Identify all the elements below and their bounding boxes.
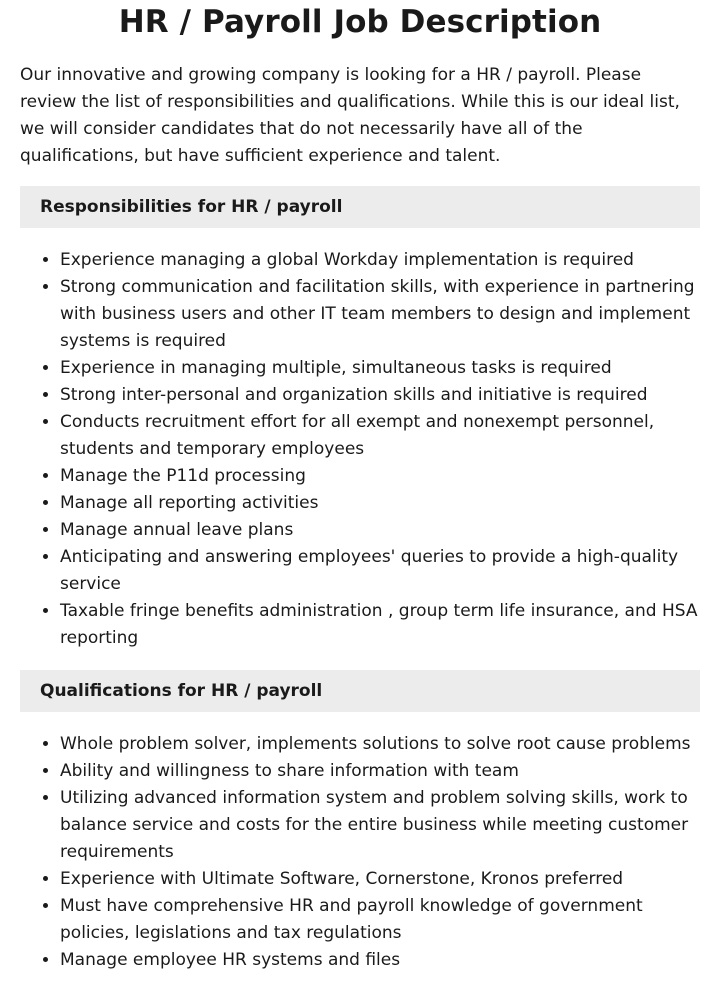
responsibility-item: • Experience in managing multiple, simultaneous tasks is required — [60, 355, 700, 382]
responsibility-item: • Strong communication and facilitation skills, with experience in partnering with business users and other IT team members to design and implement systems is required — [60, 274, 700, 355]
page-title: HR / Payroll Job Description — [118, 4, 602, 40]
qualification-item: • Manage employee HR systems and files — [60, 947, 700, 974]
responsibility-item: • Strong inter-personal and organization skills and initiative is required — [60, 382, 700, 409]
responsibility-item: • Manage all reporting activities — [60, 490, 700, 517]
responsibility-item: • Manage annual leave plans — [60, 517, 700, 544]
qualification-item: • Whole problem solver, implements solutions to solve root cause problems — [60, 731, 700, 758]
responsibility-item: • Experience managing a global Workday implementation is required — [60, 247, 700, 274]
qualification-item: • Utilizing advanced information system and problem solving skills, work to balance service and costs for the entire business while meeting customer requirements — [60, 785, 700, 866]
qualifications-heading: Qualifications for HR / payroll — [20, 670, 700, 712]
qualification-item: • Must have comprehensive HR and payroll knowledge of government policies, legislations and tax regulations — [60, 893, 700, 947]
qualification-item: • Ability and willingness to share information with team — [60, 758, 700, 785]
responsibilities-heading: Responsibilities for HR / payroll — [20, 186, 700, 228]
qualifications-list — [20, 731, 700, 974]
responsibility-item: • Anticipating and answering employees' queries to provide a high-quality service — [60, 544, 700, 598]
responsibility-item: • Manage the P11d processing — [60, 463, 700, 490]
responsibility-item: • Conducts recruitment effort for all exempt and nonexempt personnel, students and temporary employees — [60, 409, 700, 463]
responsibilities-list — [20, 247, 700, 652]
qualification-item: • Experience with Ultimate Software, Cornerstone, Kronos preferred — [60, 866, 700, 893]
responsibility-item: • Taxable fringe benefits administration , group term life insurance, and HSA reporting — [60, 598, 700, 652]
intro-paragraph: Our innovative and growing company is looking for a HR / payroll. Please review the list of responsibilities and qualifications. While this is our ideal list, we will consider candidates that do not necessarily have all of the qualifications, but have sufficient experience and talent. — [20, 65, 680, 166]
